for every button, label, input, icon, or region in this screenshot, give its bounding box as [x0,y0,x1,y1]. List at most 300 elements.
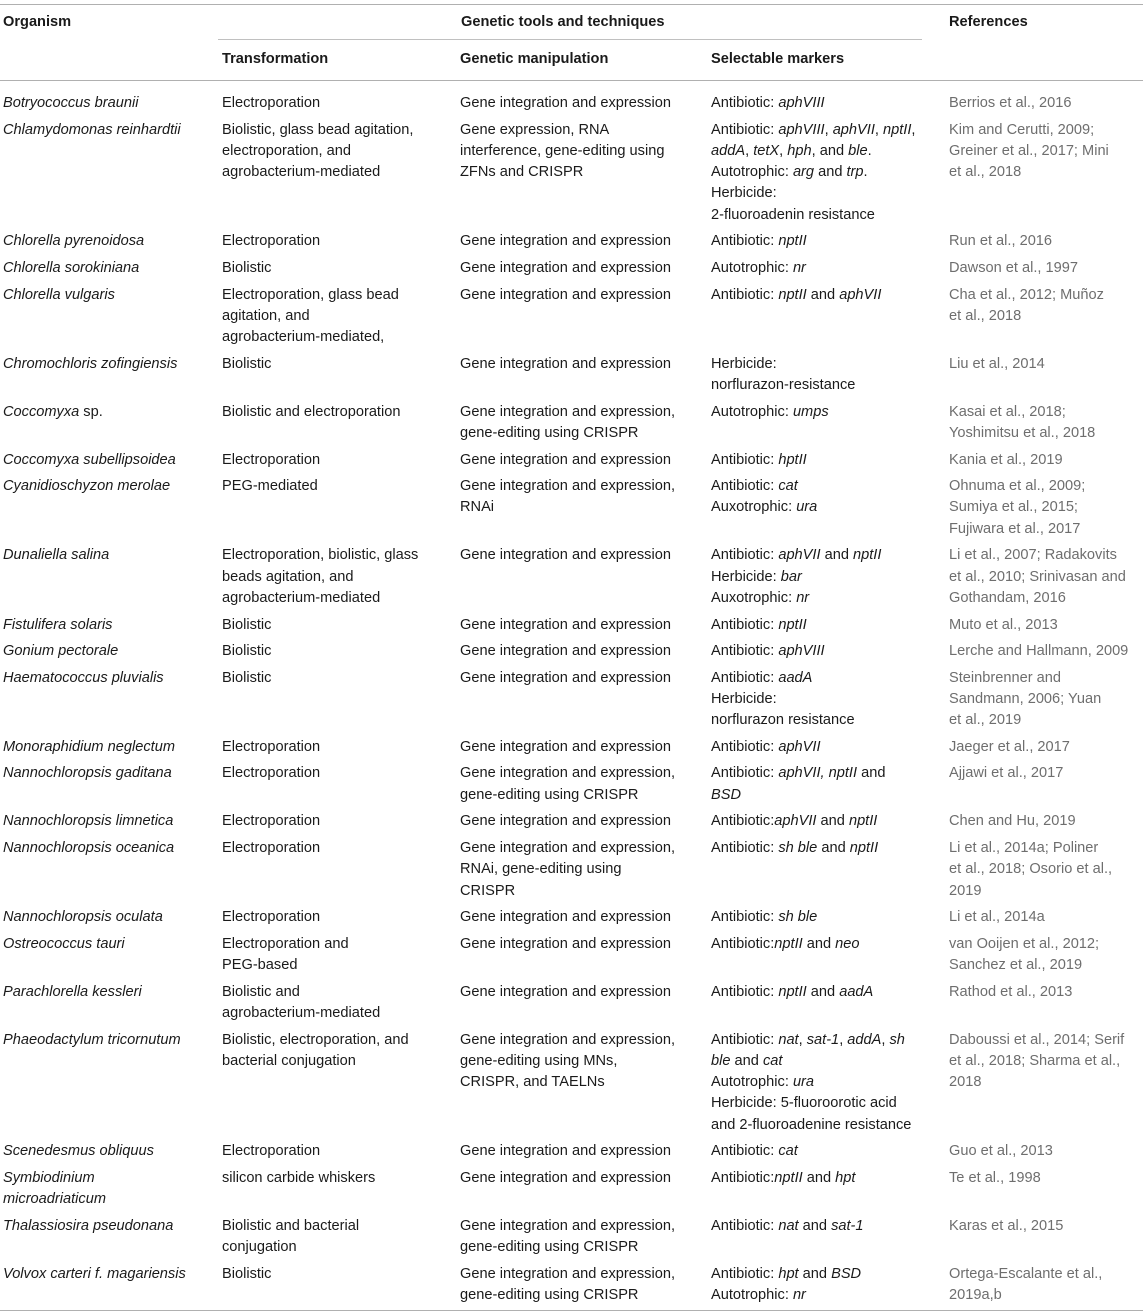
transformation-cell-line: agrobacterium-mediated, [222,329,385,346]
transformation-cell-line: Biolistic, electroporation, and [222,1031,409,1048]
transformation-cell-line: bacterial conjugation [222,1052,356,1069]
transformation-cell [222,1030,454,1073]
references-cell [949,668,1143,732]
manipulation-cell-line: CRISPR, and TAELNs [460,1074,605,1091]
organism-cell-line: Phaeodactylum tricornutum [3,1031,181,1048]
references-cell-line: Karas et al., 2015 [949,1217,1064,1234]
transformation-cell [222,231,454,252]
manipulation-cell [460,668,705,689]
organism-cell-line: Fistulifera solaris [3,616,113,633]
references-cell-line: Te et al., 1998 [949,1169,1041,1186]
transformation-cell [222,763,454,784]
references-cell-line: Ajjawi et al., 2017 [949,765,1064,782]
markers-cell [711,811,943,832]
references-cell [949,615,1143,636]
organism-cell-line: Monoraphidium neglectum [3,738,175,755]
transformation-cell [222,811,454,832]
table-row [0,1216,1143,1264]
manipulation-cell [460,838,705,902]
organism-cell-line: Chlamydomonas reinhardtii [3,121,181,138]
markers-cell-line: Auxotrophic: nr [711,589,810,606]
references-cell-line: Rathod et al., 2013 [949,983,1073,1000]
markers-cell-line: Autotrophic: ura [711,1074,815,1091]
markers-cell-line: Antibiotic: aadA [711,669,813,686]
references-cell-line: Muto et al., 2013 [949,616,1058,633]
organism-cell-line: Coccomyxa sp. [3,403,103,420]
references-cell-line: van Ooijen et al., 2012; [949,935,1100,952]
references-cell [949,285,1143,328]
manipulation-cell-line: ZFNs and CRISPR [460,164,584,181]
header-genetic-manipulation: Genetic manipulation [460,51,609,67]
organism-cell [3,545,215,566]
transformation-cell [222,1264,454,1285]
header-references: References [949,14,1028,30]
markers-cell [711,450,943,471]
references-cell-line: Kim and Cerutti, 2009; [949,121,1095,138]
markers-cell [711,402,943,423]
organism-cell [3,982,215,1003]
markers-cell-line: Antibiotic:aphVII and nptII [711,813,878,830]
manipulation-cell-line: RNAi [460,499,495,516]
organism-cell-line: Parachlorella kessleri [3,983,142,1000]
transformation-cell-line: agitation, and [222,307,310,324]
markers-cell [711,120,943,226]
markers-cell-line: Antibiotic: aphVII, nptII and [711,765,886,782]
transformation-cell-line: agrobacterium-mediated [222,1004,381,1021]
references-cell [949,907,1143,928]
references-cell-line: Lerche and Hallmann, 2009 [949,643,1129,660]
table-row [0,641,1143,668]
markers-cell-line: Antibiotic: aphVIII [711,95,825,111]
markers-cell-line: Autotrophic: umps [711,403,829,420]
markers-cell-line: Autotrophic: nr [711,259,806,276]
transformation-cell-line: Electroporation [222,765,321,782]
transformation-cell-line: Biolistic [222,1265,272,1282]
transformation-cell-line: Electroporation [222,95,321,111]
references-cell-line: et al., 2018; Sharma et al., [949,1052,1121,1069]
markers-cell-line: Antibiotic: hpt and BSD [711,1265,862,1282]
table-row [0,1030,1143,1142]
manipulation-cell [460,354,705,375]
transformation-cell-line: Electroporation [222,839,321,856]
organism-cell [3,1168,215,1211]
transformation-cell-line: Biolistic and bacterial [222,1217,360,1234]
table-row [0,258,1143,285]
references-cell-line: Sumiya et al., 2015; [949,499,1078,516]
transformation-cell [222,668,454,689]
organism-cell [3,231,215,252]
table-row [0,476,1143,545]
manipulation-cell-line: Gene integration and expression [460,935,671,952]
table-row [0,982,1143,1030]
table-top-rule [0,4,1143,5]
references-cell [949,737,1143,758]
markers-cell-line: Antibiotic: aphVIII [711,643,825,660]
transformation-cell-line: Electroporation [222,233,321,250]
manipulation-cell-line: Gene integration and expression [460,616,671,633]
table-row [0,231,1143,258]
markers-cell-line: Herbicide: [711,355,777,372]
references-cell [949,545,1143,609]
manipulation-cell [460,450,705,471]
transformation-cell-line: PEG-based [222,957,298,974]
markers-cell-line: ble and cat [711,1052,783,1069]
transformation-cell-line: Electroporation, glass bead [222,286,399,303]
table-row [0,1264,1143,1312]
markers-cell [711,982,943,1003]
markers-cell-line: norflurazon-resistance [711,377,856,394]
table-row [0,668,1143,737]
manipulation-cell [460,1168,705,1189]
markers-cell [711,641,943,662]
transformation-cell [222,476,454,497]
organism-cell [3,615,215,636]
organism-cell-line: microadriaticum [3,1191,106,1208]
markers-cell [711,737,943,758]
manipulation-cell-line: gene-editing using CRISPR [460,786,639,803]
table-row [0,93,1143,120]
markers-cell-line: Antibiotic: nat and sat-1 [711,1217,864,1234]
manipulation-cell-line: gene-editing using CRISPR [460,424,639,441]
references-cell [949,763,1143,784]
references-cell-line: Guo et al., 2013 [949,1143,1053,1160]
manipulation-cell-line: Gene integration and expression [460,259,671,276]
manipulation-cell [460,231,705,252]
markers-cell-line: Antibiotic: cat [711,478,798,495]
references-cell-line: et al., 2010; Srinivasan and [949,568,1126,585]
references-cell-line: 2019a,b [949,1287,1002,1303]
header-genetic-tools-group: Genetic tools and techniques [461,14,665,30]
markers-cell [711,1168,943,1189]
references-cell [949,402,1143,445]
manipulation-cell-line: Gene integration and expression [460,738,671,755]
organism-cell-line: Ostreococcus tauri [3,935,125,952]
transformation-cell-line: Electroporation [222,909,321,926]
organism-cell [3,811,215,832]
references-cell-line: 2018 [949,1074,982,1091]
organism-cell-line: Chlorella sorokiniana [3,259,140,276]
references-cell-line: et al., 2019 [949,712,1022,729]
markers-cell-line: Antibiotic: nptII and aphVII [711,286,882,303]
transformation-cell [222,934,454,977]
manipulation-cell-line: Gene expression, RNA [460,121,610,138]
references-cell [949,1168,1143,1189]
organism-cell [3,934,215,955]
organism-cell-line: Chlorella pyrenoidosa [3,233,145,250]
markers-cell-line: Auxotrophic: ura [711,499,818,516]
references-cell [949,120,1143,184]
transformation-cell [222,450,454,471]
transformation-cell [222,258,454,279]
transformation-cell [222,615,454,636]
organism-cell-line: Dunaliella salina [3,547,110,564]
transformation-cell-line: Electroporation [222,451,321,468]
organism-cell [3,120,215,141]
organism-cell [3,763,215,784]
markers-cell-line: Herbicide: bar [711,568,802,585]
manipulation-cell-line: Gene integration and expression [460,1143,671,1160]
markers-cell-line: Antibiotic: aphVII and nptII [711,547,882,564]
transformation-cell [222,545,454,609]
transformation-cell [222,838,454,859]
manipulation-cell [460,934,705,955]
references-cell [949,1264,1143,1307]
markers-cell-line: Autotrophic: arg and trp. [711,164,868,181]
markers-cell [711,1141,943,1162]
markers-cell [711,258,943,279]
organism-cell-line: Coccomyxa subellipsoidea [3,451,176,468]
organism-cell-line: Nannochloropsis limnetica [3,813,174,830]
transformation-cell-line: conjugation [222,1239,297,1256]
table-row [0,545,1143,614]
markers-cell-line: Autotrophic: nr [711,1287,806,1303]
table-body [0,93,1143,1312]
references-cell [949,1141,1143,1162]
manipulation-cell [460,982,705,1003]
transformation-cell [222,737,454,758]
transformation-cell-line: Electroporation [222,1143,321,1160]
references-cell [949,1216,1143,1237]
transformation-cell-line: Biolistic [222,669,272,686]
transformation-cell-line: Electroporation [222,738,321,755]
table-row [0,120,1143,232]
table-row [0,763,1143,811]
markers-cell-line: Antibiotic: hptII [711,451,807,468]
references-cell-line: et al., 2018 [949,307,1022,324]
manipulation-cell-line: Gene integration and expression, [460,1031,675,1048]
organism-cell [3,93,215,114]
manipulation-cell [460,907,705,928]
transformation-cell [222,1216,454,1259]
references-cell-line: Ohnuma et al., 2009; [949,478,1086,495]
references-cell [949,641,1143,662]
transformation-cell-line: Biolistic [222,643,272,660]
transformation-cell [222,402,454,423]
references-cell-line: Li et al., 2014a [949,909,1045,926]
markers-cell [711,838,943,859]
markers-cell-line: Antibiotic: nptII [711,616,807,633]
markers-cell-line: Antibiotic:nptII and neo [711,935,860,952]
manipulation-cell [460,476,705,519]
manipulation-cell-line: Gene integration and expression [460,1169,671,1186]
markers-cell [711,354,943,397]
markers-cell-line: Herbicide: [711,691,777,707]
transformation-cell-line: electroporation, and [222,142,351,159]
references-cell [949,354,1143,375]
manipulation-cell-line: Gene integration and expression [460,355,671,372]
markers-cell [711,1264,943,1307]
transformation-cell-line: PEG-mediated [222,478,318,495]
transformation-cell-line: beads agitation, and [222,568,354,585]
markers-cell-line: 2-fluoroadenin resistance [711,206,875,223]
manipulation-cell-line: Gene integration and expression [460,983,671,1000]
table-row [0,615,1143,642]
references-cell-line: Sanchez et al., 2019 [949,957,1083,974]
organism-cell [3,1216,215,1237]
organism-cell-line: Botryococcus braunii [3,95,139,111]
transformation-cell [222,354,454,375]
markers-cell [711,668,943,732]
header-organism: Organism [3,14,72,30]
manipulation-cell [460,285,705,306]
markers-cell [711,231,943,252]
references-cell-line: Steinbrenner and [949,669,1061,686]
manipulation-cell-line: Gene integration and expression, [460,403,675,420]
references-cell [949,476,1143,540]
markers-cell-line: Antibiotic: nptII and aadA [711,983,874,1000]
organism-cell [3,737,215,758]
transformation-cell [222,285,454,349]
manipulation-cell-line: Gene integration and expression [460,95,671,111]
references-cell [949,93,1143,114]
references-cell-line: Cha et al., 2012; Muñoz [949,286,1104,303]
markers-cell-line: addA, tetX, hph, and ble. [711,142,872,159]
manipulation-cell-line: interference, gene-editing using [460,142,665,159]
organism-cell [3,668,215,689]
manipulation-cell-line: RNAi, gene-editing using [460,861,622,878]
references-cell-line: et al., 2018 [949,164,1022,181]
manipulation-cell [460,545,705,566]
references-cell-line: Fujiwara et al., 2017 [949,520,1081,537]
table-row [0,354,1143,402]
references-cell-line: Chen and Hu, 2019 [949,813,1076,830]
group-header-rule [218,39,922,40]
references-cell-line: Ortega-Escalante et al., [949,1265,1103,1282]
organism-cell [3,907,215,928]
references-cell [949,838,1143,902]
manipulation-cell [460,1264,705,1307]
manipulation-cell-line: Gene integration and expression [460,909,671,926]
manipulation-cell [460,737,705,758]
markers-cell-line: Antibiotic: sh ble and nptII [711,839,879,856]
manipulation-cell-line: Gene integration and expression, [460,765,675,782]
manipulation-cell-line: Gene integration and expression [460,451,671,468]
organism-cell-line: Thalassiosira pseudonana [3,1217,174,1234]
references-cell-line: et al., 2018; Osorio et al., [949,861,1113,878]
transformation-cell-line: Biolistic, glass bead agitation, [222,121,414,138]
manipulation-cell [460,1216,705,1259]
table-row [0,838,1143,907]
markers-cell-line: Herbicide: 5-fluoroorotic acid [711,1095,897,1112]
markers-cell [711,93,943,114]
table-row [0,1141,1143,1168]
header-selectable-markers: Selectable markers [711,51,845,67]
references-cell-line: Daboussi et al., 2014; Serif [949,1031,1125,1048]
manipulation-cell-line: Gene integration and expression [460,286,671,303]
transformation-cell-line: agrobacterium-mediated [222,589,381,606]
transformation-cell [222,907,454,928]
organism-cell [3,258,215,279]
organism-cell-line: Chromochloris zofingiensis [3,355,178,372]
manipulation-cell-line: Gene integration and expression [460,669,671,686]
references-cell-line: Berrios et al., 2016 [949,95,1072,111]
transformation-cell-line: Biolistic [222,616,272,633]
manipulation-cell-line: gene-editing using CRISPR [460,1239,639,1256]
organism-cell [3,641,215,662]
table-row [0,907,1143,934]
references-cell-line: Sandmann, 2006; Yuan [949,691,1102,707]
markers-cell-line: Antibiotic: cat [711,1143,798,1160]
references-cell-line: Run et al., 2016 [949,233,1053,250]
organism-cell-line: Symbiodinium [3,1169,95,1186]
markers-cell [711,1030,943,1136]
organism-cell-line: Volvox carteri f. magariensis [3,1265,186,1282]
markers-cell [711,545,943,609]
references-cell-line: Gothandam, 2016 [949,589,1066,606]
references-cell [949,450,1143,471]
organism-cell-line: Scenedesmus obliquus [3,1143,154,1160]
markers-cell [711,907,943,928]
organism-cell-line: Nannochloropsis gaditana [3,765,172,782]
references-cell [949,934,1143,977]
table-row [0,934,1143,982]
manipulation-cell [460,763,705,806]
references-cell-line: 2019 [949,882,982,899]
manipulation-cell-line: Gene integration and expression [460,813,671,830]
transformation-cell-line: Biolistic [222,355,272,372]
manipulation-cell-line: CRISPR [460,882,516,899]
organism-cell [3,354,215,375]
markers-cell [711,934,943,955]
manipulation-cell-line: gene-editing using MNs, [460,1052,618,1069]
organism-cell-line: Nannochloropsis oceanica [3,839,175,856]
markers-cell-line: Antibiotic: aphVII [711,738,821,755]
transformation-cell-line: Biolistic and [222,983,300,1000]
organism-cell [3,838,215,859]
markers-cell [711,1216,943,1237]
organism-cell [3,450,215,471]
references-cell [949,258,1143,279]
markers-cell [711,285,943,306]
markers-cell-line: BSD [711,786,742,803]
organism-cell-line: Nannochloropsis oculata [3,909,163,926]
references-cell [949,811,1143,832]
transformation-cell-line: Biolistic [222,259,272,276]
references-cell [949,982,1143,1003]
references-cell-line: Yoshimitsu et al., 2018 [949,424,1096,441]
table-row [0,737,1143,764]
table-row [0,1168,1143,1216]
transformation-cell [222,120,454,184]
manipulation-cell-line: Gene integration and expression [460,547,671,564]
transformation-cell [222,93,454,114]
manipulation-cell-line: Gene integration and expression [460,233,671,250]
markers-cell-line: Herbicide: [711,185,777,202]
references-cell-line: Kasai et al., 2018; [949,403,1066,420]
manipulation-cell [460,402,705,445]
references-cell-line: Greiner et al., 2017; Mini [949,142,1109,159]
manipulation-cell [460,1141,705,1162]
organism-cell [3,402,215,423]
manipulation-cell [460,120,705,184]
references-cell-line: Liu et al., 2014 [949,355,1045,372]
references-cell-line: Li et al., 2007; Radakovits [949,547,1117,564]
markers-cell-line: Antibiotic: sh ble [711,909,818,926]
manipulation-cell-line: Gene integration and expression, [460,1217,675,1234]
organism-cell-line: Haematococcus pluvialis [3,669,164,686]
transformation-cell [222,641,454,662]
references-cell [949,231,1143,252]
markers-cell [711,763,943,806]
manipulation-cell [460,93,705,114]
manipulation-cell [460,258,705,279]
table-row [0,811,1143,838]
organism-cell-line: Gonium pectorale [3,643,119,660]
transformation-cell-line: agrobacterium-mediated [222,164,381,181]
markers-cell-line: Antibiotic:nptII and hpt [711,1169,856,1186]
organism-cell [3,285,215,306]
transformation-cell-line: silicon carbide whiskers [222,1169,376,1186]
